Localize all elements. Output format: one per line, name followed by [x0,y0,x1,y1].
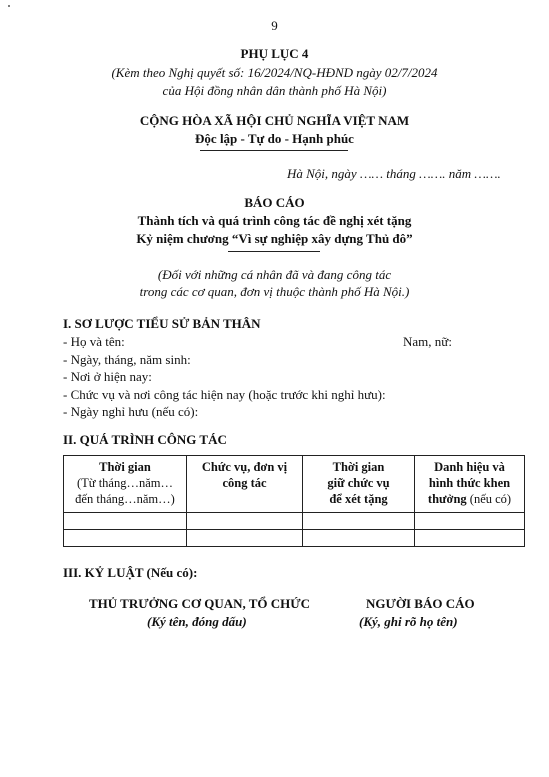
section2-heading: II. QUÁ TRÌNH CÔNG TÁC [63,432,227,447]
work-history-table [63,455,525,547]
table-cell[interactable] [303,513,415,530]
report-line1: Thành tích và quá trình công tác đề nghị xét tặng [137,213,412,228]
tenure-header-line3: để xét tặng [329,492,388,506]
place-date: Hà Nội, ngày …… tháng ……. năm ……. [287,166,501,181]
field-birth-date: - Ngày, tháng, năm sinh: [63,352,191,367]
field-retirement-date: - Ngày nghỉ hưu (nếu có): [63,404,199,419]
report-note-line2: trong các cơ quan, đơn vị thuộc thành phố Hà Nội.) [139,284,410,299]
report-underline [228,251,320,252]
column-header-period [64,456,187,513]
awards-header-line1: Danh hiệu và [434,460,505,474]
period-header-from: (Từ tháng…năm… [77,476,173,490]
signature-right-note: (Ký, ghi rõ họ tên) [359,614,458,629]
period-header-to: đến tháng…năm…) [75,492,175,506]
report-title: BÁO CÁO [244,195,305,210]
column-header-tenure [303,456,415,513]
page-number: 9 [271,18,278,33]
appendix-subtitle-line2: của Hội đồng nhân dân thành phố Hà Nội) [162,83,387,98]
scan-speck [8,5,10,7]
column-header-position [187,456,303,513]
position-header-line1: Chức vụ, đơn vị [201,460,288,474]
awards-header-note: (nếu có) [466,492,512,506]
table-cell[interactable] [64,530,187,547]
appendix-title: PHỤ LỤC 4 [240,46,309,61]
section1-heading: I. SƠ LƯỢC TIỂU SỬ BẢN THÂN [63,316,261,331]
national-header-country: CỘNG HÒA XÃ HỘI CHỦ NGHĨA VIỆT NAM [139,113,410,128]
position-header-line2: công tác [222,476,267,490]
section3-heading: III. KỶ LUẬT (Nếu có): [63,565,198,580]
table-cell[interactable] [415,530,525,547]
period-header-label: Thời gian [99,460,151,474]
table-cell[interactable] [303,530,415,547]
field-full-name: - Họ và tên: [63,334,125,349]
field-gender: Nam, nữ: [403,334,452,349]
appendix-subtitle-line1: (Kèm theo Nghị quyết số: 16/2024/NQ-HĐND ngày 02/7/2024 [111,65,438,80]
awards-header-line3: thưởng [427,492,467,506]
report-note-line1: (Đối với những cá nhân đã và đang công tác [157,267,392,282]
field-residence: - Nơi ở hiện nay: [63,369,152,384]
motto-underline [200,150,348,151]
column-header-awards [415,456,525,513]
national-header-motto: Độc lập - Tự do - Hạnh phúc [195,131,354,146]
table-row [64,530,525,547]
signature-right-title: NGƯỜI BÁO CÁO [366,596,475,611]
table-cell[interactable] [187,530,303,547]
signature-left-note: (Ký tên, đóng dấu) [147,614,247,629]
table-cell[interactable] [415,513,525,530]
table-header-row [64,456,525,513]
table-cell[interactable] [64,513,187,530]
report-line2: Kỷ niệm chương “Vì sự nghiệp xây dựng Thủ đô” [136,231,413,246]
tenure-header-line2: giữ chức vụ [327,476,390,490]
field-position: - Chức vụ và nơi công tác hiện nay (hoặc trước khi nghỉ hưu): [63,387,386,402]
table-row [64,513,525,530]
table-cell[interactable] [187,513,303,530]
tenure-header-line1: Thời gian [332,460,385,474]
signature-left-title: THỦ TRƯỞNG CƠ QUAN, TỔ CHỨC [89,596,311,611]
awards-header-line2: hình thức khen [428,476,511,490]
